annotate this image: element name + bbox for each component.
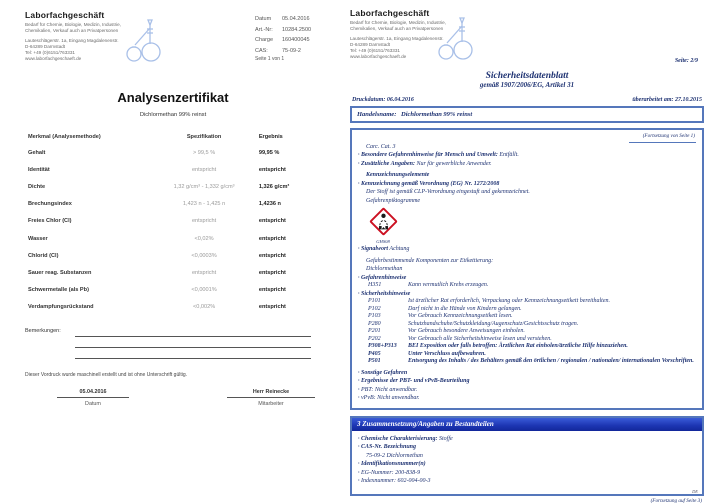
hazard-statements-list [358,282,696,290]
safety-text: Vor Gebrauch besondere Anweisungen einholen. [408,328,525,334]
company-name: Laborfachgeschäft [350,8,430,18]
analysis-parameter: Dichte [28,183,46,190]
additional-info-label: Zusätzliche Angaben: [361,160,415,167]
pbt-heading: · Ergebnisse der PBT- und vPvB-Beurteilung [358,378,696,386]
signature-date: 05.04.2016 [57,389,129,398]
signature-date-label: Datum [85,400,101,407]
company-description-line: Chemikalien, Verkauf auch an Privatpersonen [25,27,119,33]
section3-header-bar: 3 Zusammensetzung/Angaben zu Bestandteilen [352,418,702,431]
safety-text: Vor Gebrauch alle Sicherheitshinweise lesen und verstehen. [408,335,552,342]
table-row [25,161,321,178]
additional-info-value: Nur für gewerbliche Anwender. [416,160,492,167]
remarks-blank-line [75,326,311,337]
safety-statement [368,298,696,306]
analysis-parameter: Chlorid (Cl) [28,252,59,259]
special-hazards-label: Besondere Gefahrenhinweise für Mensch und Umwelt: [361,152,498,158]
analysis-spec: > 99,5 % [192,149,216,156]
safety-code: P501 [368,358,381,364]
safety-code: P103 [368,313,381,319]
safety-statement [368,351,696,359]
hazard-pictogram-block [368,208,398,244]
other-hazards-label: · Sonstige Gefahren [358,370,696,378]
chemical-characterization-label: Chemische Charakterisierung: [361,435,438,442]
company-address-line: www.laborfachgeschaeft.de [25,55,82,61]
safety-code: P202 [368,335,381,342]
analysis-spec: entspricht [191,218,217,225]
company-address-line: D-64289 Darmstadt [25,43,66,49]
hazard-statements-label: · Gefahrenhinweise [358,275,696,283]
sds-title: Sicherheitsdatenblatt [485,71,569,81]
eg-number-line: · EG-Nummer: 200-838-9 [358,470,696,478]
analysis-parameter: Brechungsindex [28,201,72,208]
hazard-code: H351 [368,282,382,288]
machine-generated-note: Dieser Vordruck wurde maschinell erstellt und ist ohne Unterschrift gültig. [25,371,188,378]
chemical-characterization-line [358,436,696,444]
remarks-blank-line [75,337,311,348]
special-hazards-line [358,152,696,160]
safety-text: Darf nicht in die Hände von Kindern gelangen. [408,305,522,312]
trade-name-label: Handelsname: [357,111,397,118]
sds-page [350,8,704,504]
continuation-note-bottom: (Fortsetzung auf Seite 3) [650,497,702,504]
hazard-text: Kann vermutlich Krebs erzeugen. [408,282,489,288]
analysis-result: entspricht [258,269,286,276]
meta-row [255,46,325,57]
component-name: Dichlormethan [366,266,403,272]
meta-value: 160400045 [282,37,310,43]
safety-code: P280 [368,320,381,327]
company-address-line: Tel: +49 (0)6151/763331 [25,49,75,55]
analysis-parameter: Gehalt [28,149,46,156]
cas-number-line: 75-09-2 Dichlormethan [366,452,423,459]
continuation-note-top [358,133,696,143]
analysis-parameter: Verdampfungsrückstand [28,304,94,311]
identification-numbers-label: · Identifikationsnummer(n) [358,461,696,469]
company-name: Laborfachgeschäft [25,10,105,20]
analysis-result: entspricht [258,304,286,311]
table-row [25,299,321,316]
lab-glassware-logo-icon [434,16,474,64]
pbt-line: · PBT: Nicht anwendbar. [358,387,696,395]
meta-row [255,14,325,25]
company-description-line: Bedarf für Chemie, Biologie, Medizin, Industrie, [350,20,447,25]
index-number-line: · Indexnummer: 602-004-00-3 [358,478,696,486]
certificate-subtitle: Dichlormethan 99% reinst [139,112,207,118]
meta-row [255,25,325,36]
meta-value: 05.04.2016 [282,16,310,22]
sds-page-number: Seite: 2/9 [674,58,698,64]
analysis-spec: 1,32 g/cm³ - 1,332 g/cm³ [173,183,235,190]
table-row [25,230,321,247]
meta-label: Art.-Nr: [255,26,273,33]
signature-name-label: Mitarbeiter [258,400,284,407]
analysis-parameter: Wasser [28,235,48,242]
safety-text: Schutzhandschuhe/Schutzkleidung/Augenschutz/Gesichtsschutz tragen. [408,320,579,327]
company-address-line: Lauteschlägerstr. 1a, Eingang Magdalenenstr. [25,37,119,43]
safety-code: P405 [368,350,381,357]
cas-header-line: · CAS-Nr. Bezeichnung [358,444,696,452]
safety-statement [368,313,696,321]
trade-name-value: Dichlormethan 99% reinst [401,111,473,118]
section3-box [350,416,704,496]
safety-text: Ist ärztlicher Rat erforderlich, Verpackung oder Kennzeichnungsetikett bereithalten. [408,298,611,304]
meta-value: 75-09-2 [282,47,301,54]
special-hazards-value: Entfällt. [499,152,519,158]
table-row [25,247,321,264]
additional-info-line [358,161,696,169]
table-row [25,213,321,230]
clp-regulation-line: · Kennzeichnung gemäß Verordnung (EG) Nr. 1272/2008 [358,181,696,189]
analysis-result: 99,95 % [258,149,280,156]
section3-body [352,431,702,487]
safety-statement [368,358,696,366]
safety-text: Unter Verschluss aufbewahren. [408,350,486,357]
sds-date-row [350,97,704,103]
continuation-note-top-text: (Fortsetzung von Seite 1) [629,133,696,143]
analysis-parameter: Freies Chlor (Cl) [28,218,72,225]
safety-statement [368,321,696,329]
analysis-result: 1,326 g/cm³ [258,183,290,190]
signature-name: Herr Reinecke [227,389,315,398]
table-row [25,178,321,195]
certificate-page-number: Seite 1 von 1 [255,56,285,62]
table-row [25,282,321,299]
analysis-spec: entspricht [191,166,217,173]
meta-label: CAS: [255,47,268,54]
hazard-statement [368,282,696,290]
column-header-merkmal: Merkmal (Analysemethode) [28,134,101,140]
company-address [350,36,704,60]
safety-statement [368,306,696,314]
remarks-section [25,326,321,359]
analysis-spec: <0,0001% [191,287,217,294]
meta-label: Charge [255,37,274,43]
pictograms-label: Gefahrenpiktogramme [366,197,421,204]
meta-label: Datum [255,16,272,22]
analysis-spec: entspricht [191,269,217,276]
analysis-spec: <0,02% [194,235,214,242]
safety-text: Entsorgung des Inhalts / des Behälters gemäß den örtlichen / regionalen / nationalen/ internationalen Vorschriften. [408,358,694,364]
remarks-lines [75,326,311,359]
remarks-blank-line [75,348,311,359]
analysis-result: entspricht [258,218,286,225]
safety-statements-list [358,298,696,366]
analysis-result: entspricht [258,235,286,242]
signal-word-label: Signalwort [361,246,389,252]
table-row [25,144,321,161]
company-address-line: D-64289 Darmstadt [350,41,391,47]
labeling-elements-heading: Kennzeichnungselemente [366,172,430,178]
analysis-result: entspricht [258,166,286,173]
certificate-page [25,10,321,472]
ghs08-health-hazard-icon [370,208,397,235]
safety-code: P101 [368,298,381,304]
analysis-table-header-row [25,131,321,144]
sds-subtitle: gemäß 1907/2006/EG, Artikel 31 [479,81,575,89]
signal-word-line [358,246,696,254]
safety-statements-label: · Sicherheitshinweise [358,291,696,299]
safety-code: P308+P313 [368,343,397,349]
remarks-label: Bemerkungen: [25,327,61,334]
signature-name-block [227,389,315,407]
analysis-spec: <0,0003% [191,252,217,259]
safety-code: P201 [368,328,381,334]
analysis-spec: 1,423 n - 1,425 n [182,201,226,208]
safety-statement [368,343,696,351]
company-description-line: Bedarf für Chemie, Biologie, Medizin, Industrie, [25,22,122,27]
pictogram-code: GHS08 [376,238,390,244]
signal-word-value: Achtung [389,246,410,252]
company-description-line: Chemikalien, Verkauf auch an Privatpersonen [350,25,444,31]
company-address-line: www.laborfachgeschaeft.de [350,53,407,59]
company-description [350,20,704,32]
lab-glassware-logo-icon [122,18,162,66]
safety-code: P102 [368,305,381,312]
certificate-letterhead [25,10,321,64]
components-label: Gefahrbestimmende Komponenten zur Etikettierung: [366,257,494,264]
sds-letterhead [350,8,704,62]
company-address-line: Tel: +49 (0)6151/763331 [350,47,400,53]
sds-revision-date: überarbeitet am: 27.10.2015 [632,97,702,103]
safety-statement [368,336,696,344]
meta-row [255,35,325,46]
safety-text: Vor Gebrauch Kennzeichnungsetikett lesen. [408,313,513,319]
column-header-spezifikation: Spezifikation [186,134,222,140]
column-header-ergebnis: Ergebnis [258,134,283,140]
certificate-title: Analysenzertifikat [117,90,229,105]
trade-name-box [350,106,704,123]
analysis-parameter: Schwermetalle (als Pb) [28,287,89,294]
table-row [25,196,321,213]
analysis-table [25,131,321,316]
analysis-spec: <0,002% [192,304,216,311]
safety-text: BEI Exposition oder falls betroffen: Ärztlichen Rat einholen/ärztliche Hilfe hinzuziehen. [408,343,628,349]
analysis-result: entspricht [258,252,286,259]
company-address-line: Lauteschlägerstr. 1a, Eingang Magdalenenstr. [350,35,444,41]
meta-value: 10284.2500 [282,26,312,33]
classification-line: Carc. Cat. 3 [366,143,396,150]
analysis-result: entspricht [258,287,286,294]
analysis-parameter: Sauer reag. Substanzen [28,269,92,276]
clp-note: Der Stoff ist gemäß CLP-Verordnung eingestuft und gekennzeichnet. [366,189,530,195]
language-code: DE [692,488,698,494]
sds-print-date: Druckdatum: 06.04.2016 [352,97,414,103]
section2-box [350,128,704,410]
analysis-parameter: Identität [28,166,50,173]
signature-date-block [57,389,129,407]
analysis-result: 1,4236 n [258,201,281,208]
signature-section [25,389,321,407]
table-row [25,264,321,281]
vpvb-line: · vPvB: Nicht anwendbar. [358,395,696,403]
certificate-meta [255,14,325,56]
safety-statement [368,328,696,336]
chemical-characterization-value: Stoffe [439,435,453,442]
